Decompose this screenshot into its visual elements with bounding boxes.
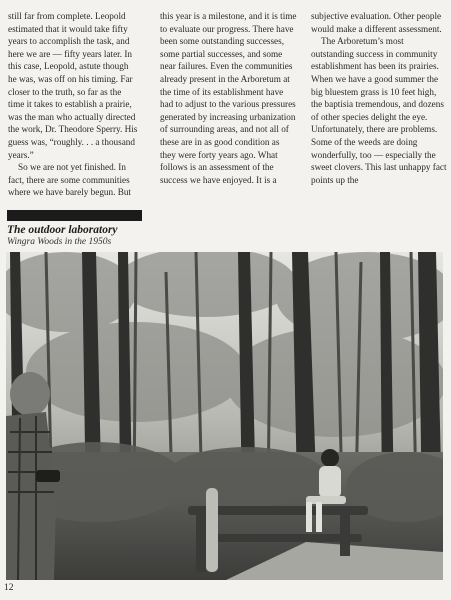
figure-subtitle: Wingra Woods in the 1950s [7, 237, 112, 247]
paragraph: still far from complete. Leopold estimated that it would take fifty years to accomplish the task, and here we are — fifty years later. In this case, Leopold, astute though he was, was off on his timing. Far closer to the truth, so far as the time it takes to establish a prairie, was the man who actually directed the work, Dr. Theodore Sperry. His guess was, “roughly. . . a thousand years.” [8, 11, 138, 160]
paragraph: subjective evaluation. Other people would make a different assessment. [311, 11, 442, 34]
paragraph: The Arboretum’s most outstanding success in community establishment has been its prairies. When we have a good summer the big bluestem grass is 10 feet high, the baptisia tremendous, and dozens of other species delight the eye. Unfortunately, there are problems. Some of the weeds are doing wonderfully, too — especially the sweet clovers. This last unhappy fact points up the [311, 36, 447, 185]
paragraph: this year is a milestone, and it is time to evaluate our progress. There have been some outstanding successes, some partial successes, and some near failures. Even the communities already present in the Arboretum at the time of its establishment have had to adjust to the various pressures generated by increasing urbanization of surrounding areas, and not all of these are in as good condition as they were forty years ago. What follows is an assessment of the success we have enjoyed. It is a [160, 11, 297, 185]
text-column-3 [311, 10, 447, 186]
page-number: 12 [4, 583, 14, 593]
woods-photograph [6, 252, 443, 580]
paragraph: So we are not yet finished. In fact, there are some communities where we have barely begun. But [8, 162, 131, 198]
text-column-1 [8, 10, 138, 199]
woods-photo-illustration [6, 252, 443, 580]
caption-rule-bar [7, 210, 142, 221]
text-column-2 [160, 10, 297, 186]
figure-title: The outdoor laboratory [7, 224, 118, 236]
